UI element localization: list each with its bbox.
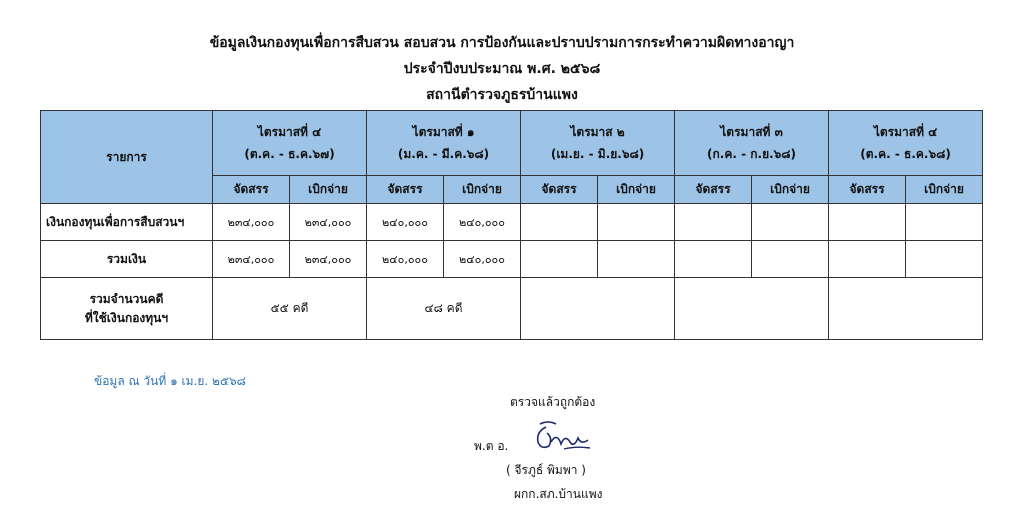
cases-cell: [521, 278, 675, 340]
table-cell: [752, 241, 829, 278]
disbursed-header: เบิกจ่าย: [598, 176, 675, 204]
quarter-header: ไตรมาสที่ ๓ (ก.ค. - ก.ย.๖๘): [675, 111, 829, 176]
title-line-1: ข้อมูลเงินกองทุนเพื่อการสืบสวน สอบสวน การป้องกันและปราบปรามการกระทำความผิดทางอาญา: [209, 35, 795, 51]
table-cell: [906, 204, 983, 241]
table-cell: [675, 241, 752, 278]
disbursed-header: เบิกจ่าย: [444, 176, 521, 204]
item-header: รายการ: [41, 111, 213, 204]
disbursed-header: เบิกจ่าย: [906, 176, 983, 204]
allocated-header: จัดสรร: [521, 176, 598, 204]
cases-row: [41, 278, 983, 340]
cases-cell: [675, 278, 829, 340]
signature-block: [470, 390, 660, 506]
allocated-header: จัดสรร: [213, 176, 290, 204]
signer-position: ผกก.สภ.บ้านแพง: [514, 487, 603, 501]
signer-name: ( จีรภูธ์ พิมพา ): [506, 463, 586, 477]
quarter-header: ไตรมาสที่ ๑ (ม.ค. - มี.ค.๖๘): [367, 111, 521, 176]
table-cell: [675, 204, 752, 241]
document-title: [0, 30, 1004, 108]
verified-text: ตรวจแล้วถูกต้อง: [510, 395, 596, 409]
table-cell: ๒๔๐,๐๐๐: [367, 241, 444, 278]
table-cell: [521, 241, 598, 278]
table-cell: ๒๓๔,๐๐๐: [213, 241, 290, 278]
quarter-header-row: [41, 111, 983, 176]
row-label: รวมเงิน: [41, 241, 213, 278]
table-cell: ๒๓๔,๐๐๐: [290, 241, 367, 278]
table-row: [41, 241, 983, 278]
allocated-header: จัดสรร: [829, 176, 906, 204]
signature-line: [470, 414, 660, 458]
quarter-header: ไตรมาสที่ ๔ (ต.ค. - ธ.ค.๖๘): [829, 111, 983, 176]
table-cell: ๒๔๐,๐๐๐: [367, 204, 444, 241]
cases-cell: ๔๘ คดี: [367, 278, 521, 340]
budget-table: [40, 110, 983, 340]
quarter-header: ไตรมาสที่ ๔ (ต.ค. - ธ.ค.๖๗): [213, 111, 367, 176]
table-cell: [521, 204, 598, 241]
allocated-header: จัดสรร: [367, 176, 444, 204]
table-cell: [829, 241, 906, 278]
rank-text: พ.ต อ.: [474, 439, 509, 453]
table-cell: [906, 241, 983, 278]
table-row: [41, 204, 983, 241]
data-date-note: ข้อมูล ณ วันที่ ๑ เม.ย. ๒๕๖๘: [94, 374, 246, 388]
table-cell: [598, 241, 675, 278]
table-cell: [752, 204, 829, 241]
table-cell: ๒๔๐,๐๐๐: [444, 241, 521, 278]
allocated-header: จัดสรร: [675, 176, 752, 204]
quarter-header: ไตรมาส ๒ (เม.ย. - มิ.ย.๖๘): [521, 111, 675, 176]
row-label: เงินกองทุนเพื่อการสืบสวนฯ: [41, 204, 213, 241]
table-cell: [829, 204, 906, 241]
cases-cell: [829, 278, 983, 340]
cases-label: รวมจำนวนคดี ที่ใช้เงินกองทุนฯ: [41, 278, 213, 340]
disbursed-header: เบิกจ่าย: [752, 176, 829, 204]
handwritten-signature-icon: [526, 418, 596, 458]
table-cell: ๒๓๔,๐๐๐: [213, 204, 290, 241]
table-cell: ๒๔๐,๐๐๐: [444, 204, 521, 241]
title-line-2: ประจำปีงบประมาณ พ.ศ. ๒๕๖๘: [403, 61, 601, 77]
cases-cell: ๕๕ คดี: [213, 278, 367, 340]
table-cell: ๒๓๔,๐๐๐: [290, 204, 367, 241]
disbursed-header: เบิกจ่าย: [290, 176, 367, 204]
title-line-3: สถานีตำรวจภูธรบ้านแพง: [426, 87, 578, 103]
table-cell: [598, 204, 675, 241]
